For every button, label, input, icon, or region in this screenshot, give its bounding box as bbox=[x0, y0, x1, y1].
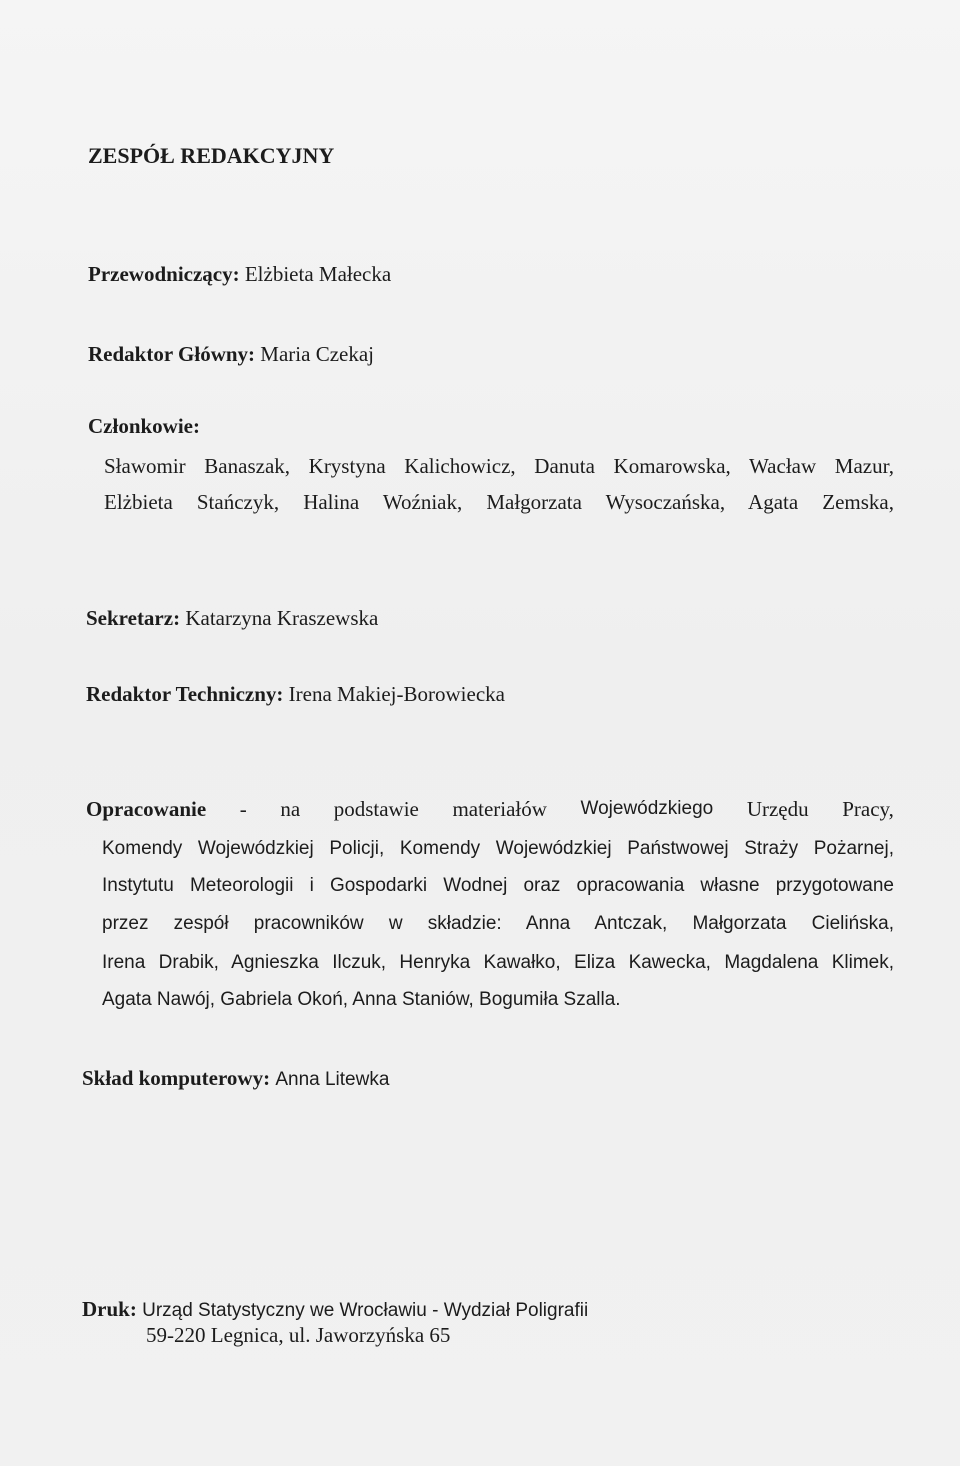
preparation-word: materiałów bbox=[452, 797, 547, 821]
preparation-line-1 bbox=[86, 796, 894, 822]
secretary-value: Katarzyna Kraszewska bbox=[185, 606, 379, 630]
typesetting-label: Skład komputerowy: bbox=[82, 1066, 271, 1090]
preparation-word: Pracy, bbox=[842, 797, 894, 821]
preparation-line-5: Irena Drabik, Agnieszka Ilczuk, Henryka Kawałko, Eliza Kawecka, Magdalena Klimek, bbox=[102, 952, 894, 973]
page-title: ZESPÓŁ REDAKCYJNY bbox=[88, 143, 335, 168]
technical-editor-value: Irena Makiej-Borowiecka bbox=[288, 682, 505, 706]
typesetting-value: Anna Litewka bbox=[275, 1069, 390, 1090]
preparation-line-6: Agata Nawój, Gabriela Okoń, Anna Staniów, Bogumiła Szalla. bbox=[102, 989, 621, 1010]
members-label: Członkowie: bbox=[88, 414, 200, 438]
preparation-word: Wojewódzkiego bbox=[580, 798, 714, 819]
preparation-word: - bbox=[239, 797, 247, 821]
printing-row bbox=[82, 1296, 588, 1324]
members-line-1: Sławomir Banaszak, Krystyna Kalichowicz, Danuta Komarowska, Wacław Mazur, bbox=[104, 454, 894, 478]
technical-editor-row bbox=[86, 681, 505, 707]
preparation-word: podstawie bbox=[333, 797, 419, 821]
preparation-line-4: przez zespół pracowników w składzie: Anna Antczak, Małgorzata Cielińska, bbox=[102, 913, 894, 934]
technical-editor-label: Redaktor Techniczny: bbox=[86, 682, 284, 706]
chair-label: Przewodniczący: bbox=[88, 262, 240, 286]
members-line-2: Elżbieta Stańczyk, Halina Woźniak, Małgorzata Wysoczańska, Agata Zemska, bbox=[104, 490, 894, 514]
secretary-row bbox=[86, 605, 378, 631]
preparation-label: Opracowanie bbox=[86, 797, 207, 821]
chair-value: Elżbieta Małecka bbox=[244, 262, 392, 286]
preparation-line-2: Komendy Wojewódzkiej Policji, Komendy Wojewódzkiej Państwowej Straży Pożarnej, bbox=[102, 838, 894, 859]
editor-in-chief-label: Redaktor Główny: bbox=[88, 342, 256, 366]
secretary-label: Sekretarz: bbox=[86, 606, 181, 630]
typesetting-row bbox=[82, 1065, 389, 1093]
printing-label: Druk: bbox=[82, 1297, 137, 1321]
preparation-word: Urzędu bbox=[746, 797, 809, 821]
preparation-line-3: Instytutu Meteorologii i Gospodarki Wodnej oraz opracowania własne przygotowane bbox=[102, 875, 894, 896]
printing-line-2: 59-220 Legnica, ul. Jaworzyńska 65 bbox=[146, 1323, 451, 1347]
editor-in-chief-row bbox=[88, 341, 374, 367]
editor-in-chief-value: Maria Czekaj bbox=[260, 342, 374, 366]
preparation-word: na bbox=[280, 797, 301, 821]
printing-line-1: Urząd Statystyczny we Wrocławiu - Wydział Poligrafii bbox=[142, 1300, 589, 1321]
chair-row bbox=[88, 261, 391, 287]
